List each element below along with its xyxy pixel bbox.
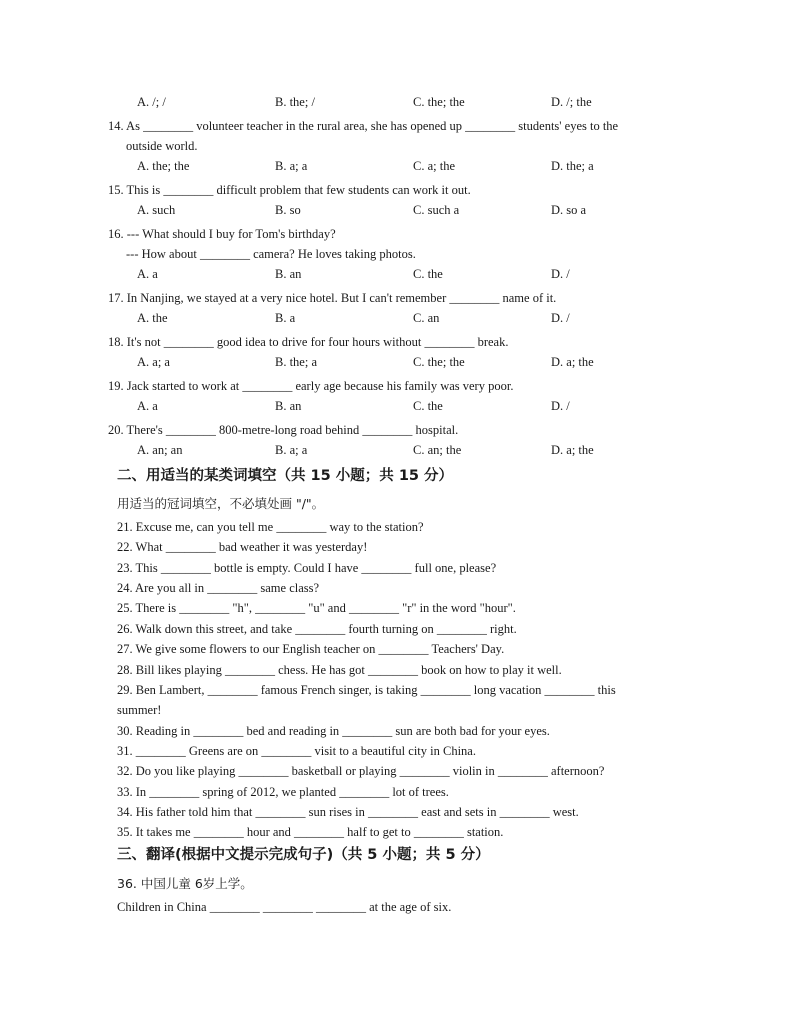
q18-option-c: C. the; the — [413, 355, 465, 369]
q20-option-a: A. an; an — [137, 443, 183, 457]
q14-option-a: A. the; the — [137, 159, 190, 173]
q20-option-d: D. a; the — [551, 443, 594, 457]
fill-item-27: 27. We give some flowers to our English teacher on ________ Teachers' Day. — [117, 642, 505, 656]
q17-option-b: B. a — [275, 311, 296, 325]
q16-option-a: A. a — [137, 267, 158, 281]
fill-item-33: 33. In ________ spring of 2012, we planted ________ lot of trees. — [117, 785, 449, 799]
q15-option-d: D. so a — [551, 203, 587, 217]
fill-item-24: 24. Are you all in ________ same class? — [117, 581, 320, 595]
fill-item-29: 29. Ben Lambert, ________ famous French singer, is taking ________ long vacation ________ this — [117, 683, 616, 697]
q15-option-a: A. such — [137, 203, 176, 217]
q17-text: 17. In Nanjing, we stayed at a very nice hotel. But I can't remember ________ name of it. — [108, 291, 557, 305]
q13-option-d: D. /; the — [551, 95, 592, 109]
q19-option-c: C. the — [413, 399, 443, 413]
fill-item-30: 30. Reading in ________ bed and reading in ________ sun are both bad for your eyes. — [117, 724, 550, 738]
q16-option-b: B. an — [275, 267, 302, 281]
q20-option-b: B. a; a — [275, 443, 308, 457]
fill-item-25: 25. There is ________ "h", ________ "u" and ________ "r" in the word "hour". — [117, 601, 516, 615]
fill-item-31: 31. ________ Greens are on ________ visit to a beautiful city in China. — [117, 744, 476, 758]
fill-item-34: 34. His father told him that ________ sun rises in ________ east and sets in ________ west. — [117, 805, 579, 819]
q16-option-d: D. / — [551, 267, 570, 281]
fill-item-32: 32. Do you like playing ________ basketball or playing ________ violin in ________ afternoon? — [117, 764, 605, 778]
q20-text: 20. There's ________ 800-metre-long road behind ________ hospital. — [108, 423, 459, 437]
section3-heading: 三、翻译(根据中文提示完成句子)（共 5 小题；共 5 分） — [117, 847, 490, 863]
q13-option-b: B. the; / — [275, 95, 315, 109]
fill-item-22: 22. What ________ bad weather it was yesterday! — [117, 540, 368, 554]
q19-option-b: B. an — [275, 399, 302, 413]
q15-text: 15. This is ________ difficult problem that few students can work it out. — [108, 183, 471, 197]
section2-instruction: 用适当的冠词填空，不必填处画 "/"。 — [117, 496, 325, 511]
q17-option-a: A. the — [137, 311, 168, 325]
q15-option-c: C. such a — [413, 203, 460, 217]
q17-option-d: D. / — [551, 311, 570, 325]
fill-item-29-cont: summer! — [117, 703, 162, 717]
q13-option-a: A. /; / — [137, 95, 166, 109]
q14-option-d: D. the; a — [551, 159, 594, 173]
q18-text: 18. It's not ________ good idea to drive for four hours without ________ break. — [108, 335, 509, 349]
q14-text: 14. As ________ volunteer teacher in the rural area, she has opened up ________ students' eyes to the — [108, 119, 619, 133]
fill-item-21: 21. Excuse me, can you tell me ________ way to the station? — [117, 520, 424, 534]
q15-option-b: B. so — [275, 203, 301, 217]
q18-option-d: D. a; the — [551, 355, 594, 369]
q13-option-c: C. the; the — [413, 95, 465, 109]
q20-option-c: C. an; the — [413, 443, 462, 457]
q14-text-cont: outside world. — [126, 139, 198, 153]
q18-option-b: B. the; a — [275, 355, 318, 369]
q16-option-c: C. the — [413, 267, 443, 281]
q19-text: 19. Jack started to work at ________ early age because his family was very poor. — [108, 379, 514, 393]
q36-chinese-prompt: 36. 中国儿童 6岁上学。 — [117, 876, 253, 891]
q18-option-a: A. a; a — [137, 355, 170, 369]
q17-option-c: C. an — [413, 311, 440, 325]
fill-item-23: 23. This ________ bottle is empty. Could I have ________ full one, please? — [117, 561, 497, 575]
q16-text: 16. --- What should I buy for Tom's birthday? — [108, 227, 336, 241]
fill-item-35: 35. It takes me ________ hour and ________ half to get to ________ station. — [117, 825, 504, 839]
section2-heading: 二、用适当的某类词填空（共 15 小题；共 15 分） — [117, 468, 454, 484]
q19-option-d: D. / — [551, 399, 570, 413]
q14-option-c: C. a; the — [413, 159, 456, 173]
fill-item-26: 26. Walk down this street, and take ________ fourth turning on ________ right. — [117, 622, 517, 636]
fill-item-28: 28. Bill likes playing ________ chess. He has got ________ book on how to play it well. — [117, 663, 562, 677]
q36-english-sentence: Children in China ________ ________ ________ at the age of six. — [117, 900, 452, 914]
q19-option-a: A. a — [137, 399, 158, 413]
q14-option-b: B. a; a — [275, 159, 308, 173]
q16-text-cont: --- How about ________ camera? He loves taking photos. — [126, 247, 416, 261]
